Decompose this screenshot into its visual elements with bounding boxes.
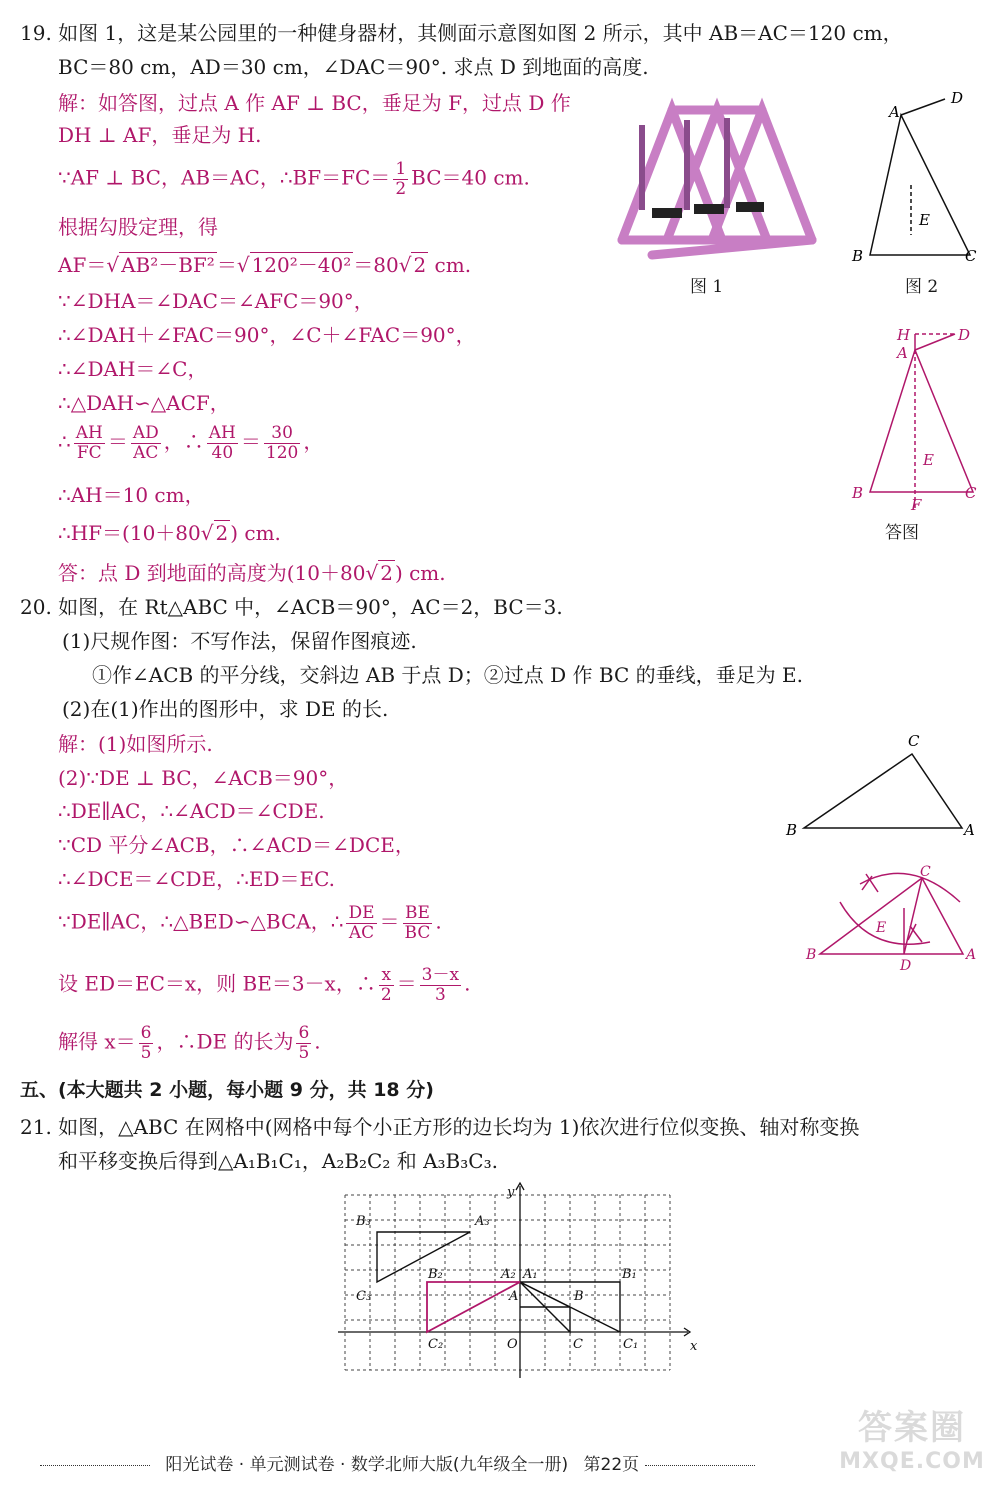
label-B1: B₁ — [622, 1267, 637, 1282]
q20-label-B: B — [786, 821, 798, 839]
q20-stem-line3: ①作∠ACB 的平分线，交斜边 AB 于点 D；②过点 D 作 BC 的垂线，垂足为 E. — [92, 663, 803, 687]
q20-solution-line5: ∴∠DCE＝∠CDE，∴ED＝EC. — [58, 867, 336, 891]
q21-grid-diagram — [335, 1180, 705, 1380]
label-A3: A₃ — [475, 1214, 490, 1229]
figure-1-caption: 图 1 — [690, 277, 724, 297]
label-C3: C₃ — [356, 1289, 372, 1304]
q19-solution-line5: AF＝√ AB²－BF² ＝√ 120²－40² ＝80√ 2 cm. — [58, 253, 472, 277]
label-C1: C₁ — [623, 1337, 639, 1352]
footer-dots-right — [645, 1465, 755, 1466]
q19-solution-line9: ∴△DAH∽△ACF， — [58, 391, 230, 415]
section-5-heading: 五、(本大题共 2 小题，每小题 9 分，共 18 分) — [20, 1079, 434, 1101]
q21-stem-line2: 和平移变换后得到△A₁B₁C₁，A₂B₂C₂ 和 A₃B₃C₃. — [58, 1149, 498, 1173]
q20-solution-line8: 解得 x＝ $\frac{6}{5}$ ，∴DE 的长为 $\frac{6}{5}$ . — [58, 1023, 321, 1063]
label-A1: A₁ — [523, 1267, 538, 1282]
triangle-a2b2c2 — [427, 1282, 520, 1332]
q19-solution-line7: ∴∠DAH＋∠FAC＝90°，∠C＋∠FAC＝90°， — [58, 323, 476, 347]
q19-answer-line: 答：点 D 到地面的高度为(10＋80√ 2 ) cm. — [58, 561, 446, 585]
fig2-label-A: A — [889, 103, 900, 121]
label-B3: B₃ — [356, 1214, 371, 1229]
fitness-equipment-photo — [612, 90, 824, 270]
footer-dots-left — [40, 1465, 150, 1466]
label-A: A — [509, 1289, 519, 1304]
q19-solution-line11: ∴AH＝10 cm， — [58, 483, 205, 507]
fig2-label-E: E — [919, 211, 930, 229]
q19-solution-line1: 解：如答图，过点 A 作 AF ⊥ BC，垂足为 F，过点 D 作 — [58, 91, 571, 115]
ans-label-E: E — [923, 451, 934, 469]
q20-ans-label-D: D — [900, 958, 912, 972]
ans-label-B: B — [852, 484, 864, 502]
q20-ans-label-C: C — [920, 864, 931, 880]
q20-solution-line7: 设 ED＝EC＝x，则 BE＝3－x，∴ $\frac{x}{2}$ ＝ $\frac{3-x}{3}$ . — [58, 965, 471, 1005]
ans-label-H: H — [897, 326, 911, 344]
label-A2: A₂ — [501, 1267, 516, 1282]
label-B2: B₂ — [428, 1267, 443, 1282]
q19-stem-line2: BC＝80 cm，AD＝30 cm，∠DAC＝90°. 求点 D 到地面的高度. — [58, 55, 649, 79]
triangle-abc — [520, 1282, 570, 1332]
q19-solution-line3: ∵AF ⊥ BC，AB＝AC，∴BF＝FC＝ $\frac{1}{2}$ BC＝40 cm. — [58, 159, 530, 199]
q20-solution-line4: ∵CD 平分∠ACB，∴∠ACD＝∠DCE， — [58, 833, 415, 857]
q21-stem-line1: 21. 如图，△ABC 在网格中(网格中每个小正方形的边长均为 1)依次进行位似变换、轴对称变换 — [20, 1115, 860, 1139]
q19-stem-line1: 19. 如图 1，这是某公园里的一种健身器材，其侧面示意图如图 2 所示，其中 AB＝AC＝120 cm， — [20, 21, 903, 45]
q19-solution-line6: ∵∠DHA＝∠DAC＝∠AFC＝90°， — [58, 289, 374, 313]
figure-2-caption: 图 2 — [905, 277, 939, 297]
label-B: B — [574, 1289, 584, 1304]
answer-figure-diagram — [845, 320, 985, 520]
ans-label-D: D — [958, 326, 971, 344]
q20-label-A: A — [964, 821, 975, 839]
ans-label-A: A — [897, 344, 908, 362]
q19-solution-line10: ∴ $\frac{AH}{FC}$ ＝ $\frac{AD}{AC}$ ，∴ $\frac{AH}{40}$ ＝ $\frac{30}{120}$ ， — [58, 423, 324, 463]
q20-solution-line3: ∴DE∥AC，∴∠ACD＝∠CDE. — [58, 799, 325, 823]
q20-ans-label-A: A — [966, 947, 977, 963]
fraction-half: $\frac{1}{2}$ — [395, 159, 407, 199]
q20-solution-line2: (2)∵DE ⊥ BC，∠ACB＝90°， — [58, 766, 349, 790]
ans-label-C: C — [965, 484, 977, 502]
triangle-a3b3c3 — [377, 1232, 470, 1282]
fig2-label-B: B — [852, 247, 864, 265]
sqrt-expression-3: 2 — [413, 253, 427, 277]
q20-ans-label-E: E — [876, 920, 887, 936]
q19-solution-line12: ∴HF＝(10＋80√ 2 ) cm. — [58, 521, 281, 545]
q19-solution-line8: ∴∠DAH＝∠C， — [58, 357, 208, 381]
q20-ans-label-B: B — [806, 947, 817, 963]
q19-solution-line2: DH ⊥ AF，垂足为 H. — [58, 123, 262, 147]
watermark-logo: 答案圈 MXQE.COM — [839, 1408, 985, 1474]
ans-label-F: F — [911, 496, 922, 514]
q20-stem-line4: (2)在(1)作出的图形中，求 DE 的长. — [62, 697, 389, 721]
figure-2-diagram — [845, 85, 985, 265]
axis-label-x: x — [690, 1339, 698, 1354]
q19-sol3-text: ∵AF ⊥ BC，AB＝AC，∴BF＝FC＝ — [58, 165, 391, 190]
footer-book-title: 阳光试卷 · 单元测试卷 · 数学北师大版(九年级全一册) — [165, 1455, 569, 1475]
footer-page-number: 第22页 — [583, 1455, 640, 1475]
q20-answer-diagram — [800, 862, 985, 972]
sqrt-expression-2: 120²－40² — [251, 253, 352, 277]
fig2-label-C: C — [965, 247, 977, 265]
q20-stem-line2: (1)尺规作图：不写作法，保留作图痕迹. — [62, 629, 417, 653]
answer-figure-caption: 答图 — [885, 523, 919, 543]
q20-solution-line1: 解：(1)如图所示. — [58, 732, 213, 756]
q20-triangle-diagram — [780, 730, 985, 845]
q20-solution-line6: ∵DE∥AC，∴△BED∽△BCA，∴ $\frac{DE}{AC}$ ＝ $\frac{BE}{BC}$ . — [58, 903, 442, 943]
fig2-label-D: D — [951, 89, 964, 107]
label-C2: C₂ — [428, 1337, 444, 1352]
q20-label-C: C — [908, 732, 920, 750]
label-C: C — [573, 1337, 583, 1352]
axis-label-y: y — [507, 1185, 515, 1200]
sqrt-expression-1: AB²－BF² — [121, 253, 215, 277]
q20-stem-line1: 20. 如图，在 Rt△ABC 中，∠ACB＝90°，AC＝2，BC＝3. — [20, 595, 563, 619]
q19-solution-line4: 根据勾股定理，得 — [58, 215, 218, 239]
origin-label: O — [507, 1337, 518, 1352]
page-footer — [40, 1450, 960, 1475]
